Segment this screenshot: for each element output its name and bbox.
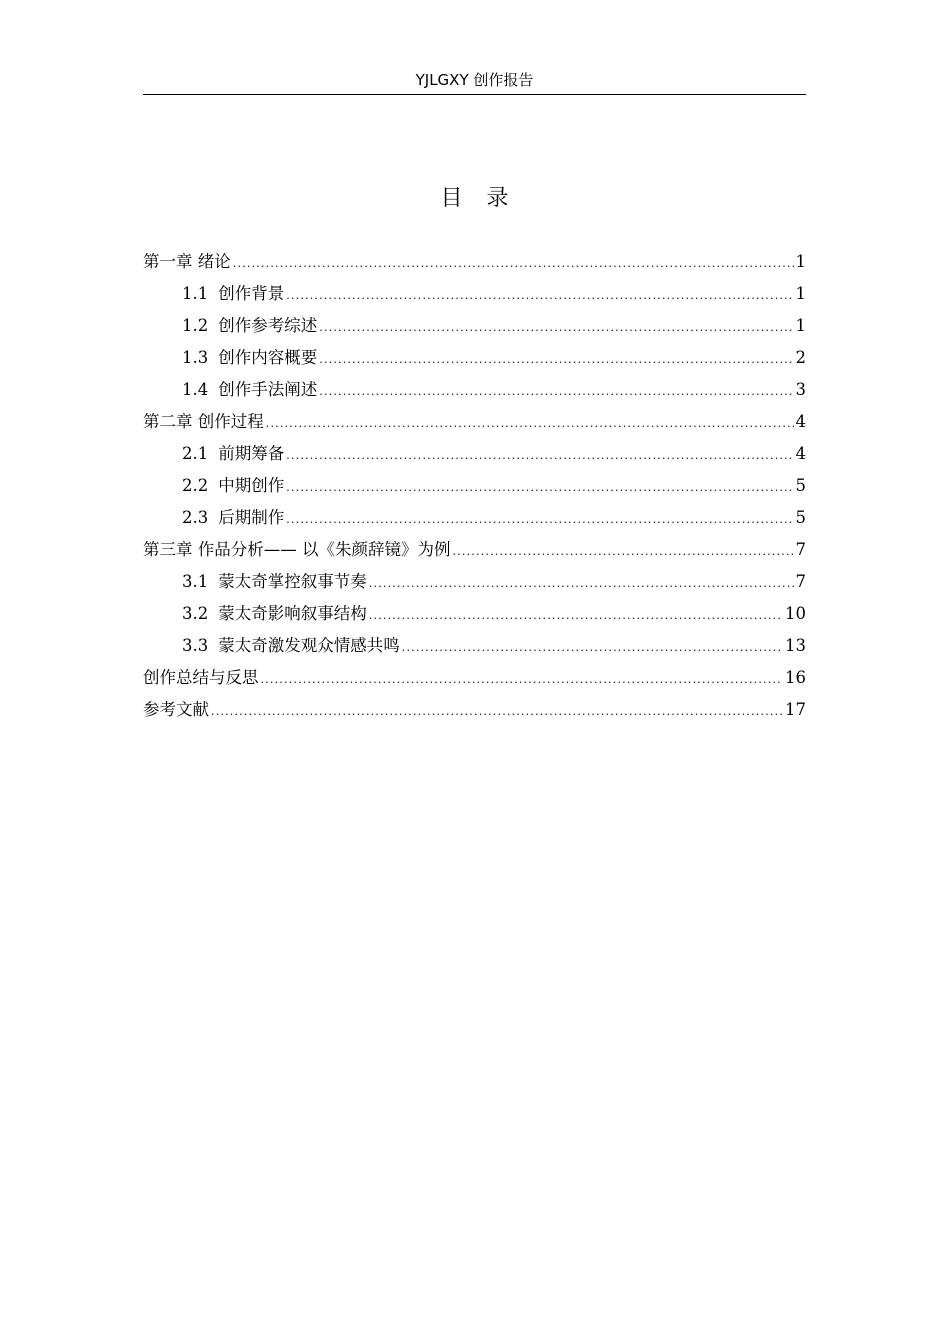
toc-entry-section[interactable]	[143, 502, 806, 534]
toc-entry-label	[182, 342, 317, 374]
toc-section-number: 1.3	[182, 348, 209, 367]
toc-entry-label	[182, 374, 317, 406]
toc-entry-chapter[interactable]	[143, 662, 806, 694]
toc-dot-leader	[286, 280, 793, 312]
toc-entry-chapter[interactable]	[143, 534, 806, 566]
toc-entry-section[interactable]	[143, 598, 806, 630]
table-of-contents	[143, 246, 806, 726]
toc-page-number: 7	[795, 572, 806, 591]
toc-entry-label	[182, 566, 367, 598]
toc-page-number: 13	[785, 636, 806, 655]
toc-dot-leader	[402, 632, 783, 664]
toc-entry-chapter[interactable]	[143, 406, 806, 438]
toc-page-number: 17	[785, 700, 806, 719]
header-text: YJLGXY 创作报告	[415, 71, 534, 89]
toc-entry-text: 中期创作	[218, 476, 285, 495]
toc-dot-leader	[319, 312, 793, 344]
toc-page-number: 1	[795, 252, 806, 271]
toc-dot-leader	[286, 440, 793, 472]
toc-page-number: 1	[795, 284, 806, 303]
page-header	[143, 68, 806, 95]
toc-dot-leader	[319, 344, 793, 376]
toc-entry-text: 蒙太奇掌控叙事节奏	[218, 572, 367, 591]
toc-entry-text: 前期筹备	[218, 444, 285, 463]
toc-dot-leader	[286, 472, 793, 504]
toc-dot-leader	[453, 536, 794, 568]
toc-page-number: 5	[795, 476, 806, 495]
toc-page-number: 7	[795, 540, 806, 559]
toc-entry-section[interactable]	[143, 566, 806, 598]
toc-title: 目录	[440, 186, 533, 211]
toc-entry-label	[182, 598, 367, 630]
toc-page-number: 1	[795, 316, 806, 335]
toc-dot-leader	[261, 664, 784, 696]
toc-entry-text: 创作手法阐述	[218, 380, 318, 399]
toc-entry-section[interactable]	[143, 374, 806, 406]
toc-page-number: 16	[785, 668, 806, 687]
toc-entry-label	[182, 310, 317, 342]
toc-section-number: 2.1	[182, 444, 209, 463]
toc-dot-leader	[369, 568, 794, 600]
toc-page-number: 4	[795, 412, 806, 431]
toc-entry-label	[143, 662, 259, 694]
toc-entry-label	[182, 470, 284, 502]
toc-page-number: 4	[795, 444, 806, 463]
toc-entry-section[interactable]	[143, 438, 806, 470]
toc-entry-section[interactable]	[143, 630, 806, 662]
toc-entry-text: 蒙太奇激发观众情感共鸣	[218, 636, 400, 655]
toc-entry-text: 第二章 创作过程	[143, 412, 264, 431]
toc-section-number: 3.1	[182, 572, 209, 591]
toc-section-number: 2.3	[182, 508, 209, 527]
toc-section-number: 1.1	[182, 284, 209, 303]
toc-entry-label	[143, 406, 264, 438]
toc-dot-leader	[286, 504, 793, 536]
toc-entry-label	[182, 278, 284, 310]
toc-entry-chapter[interactable]	[143, 246, 806, 278]
toc-section-number: 3.2	[182, 604, 209, 623]
toc-entry-label	[143, 694, 209, 726]
toc-entry-text: 后期制作	[218, 508, 285, 527]
toc-dot-leader	[369, 600, 783, 632]
toc-dot-leader	[233, 248, 794, 280]
toc-entry-text: 第三章 作品分析—— 以《朱颜辞镜》为例	[143, 540, 451, 559]
toc-entry-label	[182, 630, 400, 662]
toc-entry-text: 蒙太奇影响叙事结构	[218, 604, 367, 623]
toc-dot-leader	[211, 696, 783, 728]
toc-entry-section[interactable]	[143, 310, 806, 342]
toc-entry-text: 第一章 绪论	[143, 252, 231, 271]
toc-entry-label	[182, 502, 284, 534]
toc-entry-label	[143, 246, 231, 278]
toc-entry-text: 创作内容概要	[218, 348, 318, 367]
toc-entry-text: 创作背景	[218, 284, 285, 303]
toc-section-number: 3.3	[182, 636, 209, 655]
toc-entry-section[interactable]	[143, 342, 806, 374]
toc-dot-leader	[319, 376, 793, 408]
toc-entry-text: 创作参考综述	[218, 316, 318, 335]
toc-entry-text: 创作总结与反思	[143, 668, 259, 687]
toc-entry-text: 参考文献	[143, 700, 209, 719]
toc-section-number: 2.2	[182, 476, 209, 495]
toc-entry-chapter[interactable]	[143, 694, 806, 726]
toc-entry-label	[182, 438, 284, 470]
toc-entry-section[interactable]	[143, 278, 806, 310]
toc-page-number: 10	[785, 604, 806, 623]
toc-dot-leader	[266, 408, 794, 440]
toc-page-number: 3	[795, 380, 806, 399]
toc-page-number: 5	[795, 508, 806, 527]
toc-entry-label	[143, 534, 451, 566]
toc-section-number: 1.4	[182, 380, 209, 399]
toc-entry-section[interactable]	[143, 470, 806, 502]
toc-section-number: 1.2	[182, 316, 209, 335]
toc-page-number: 2	[795, 348, 806, 367]
